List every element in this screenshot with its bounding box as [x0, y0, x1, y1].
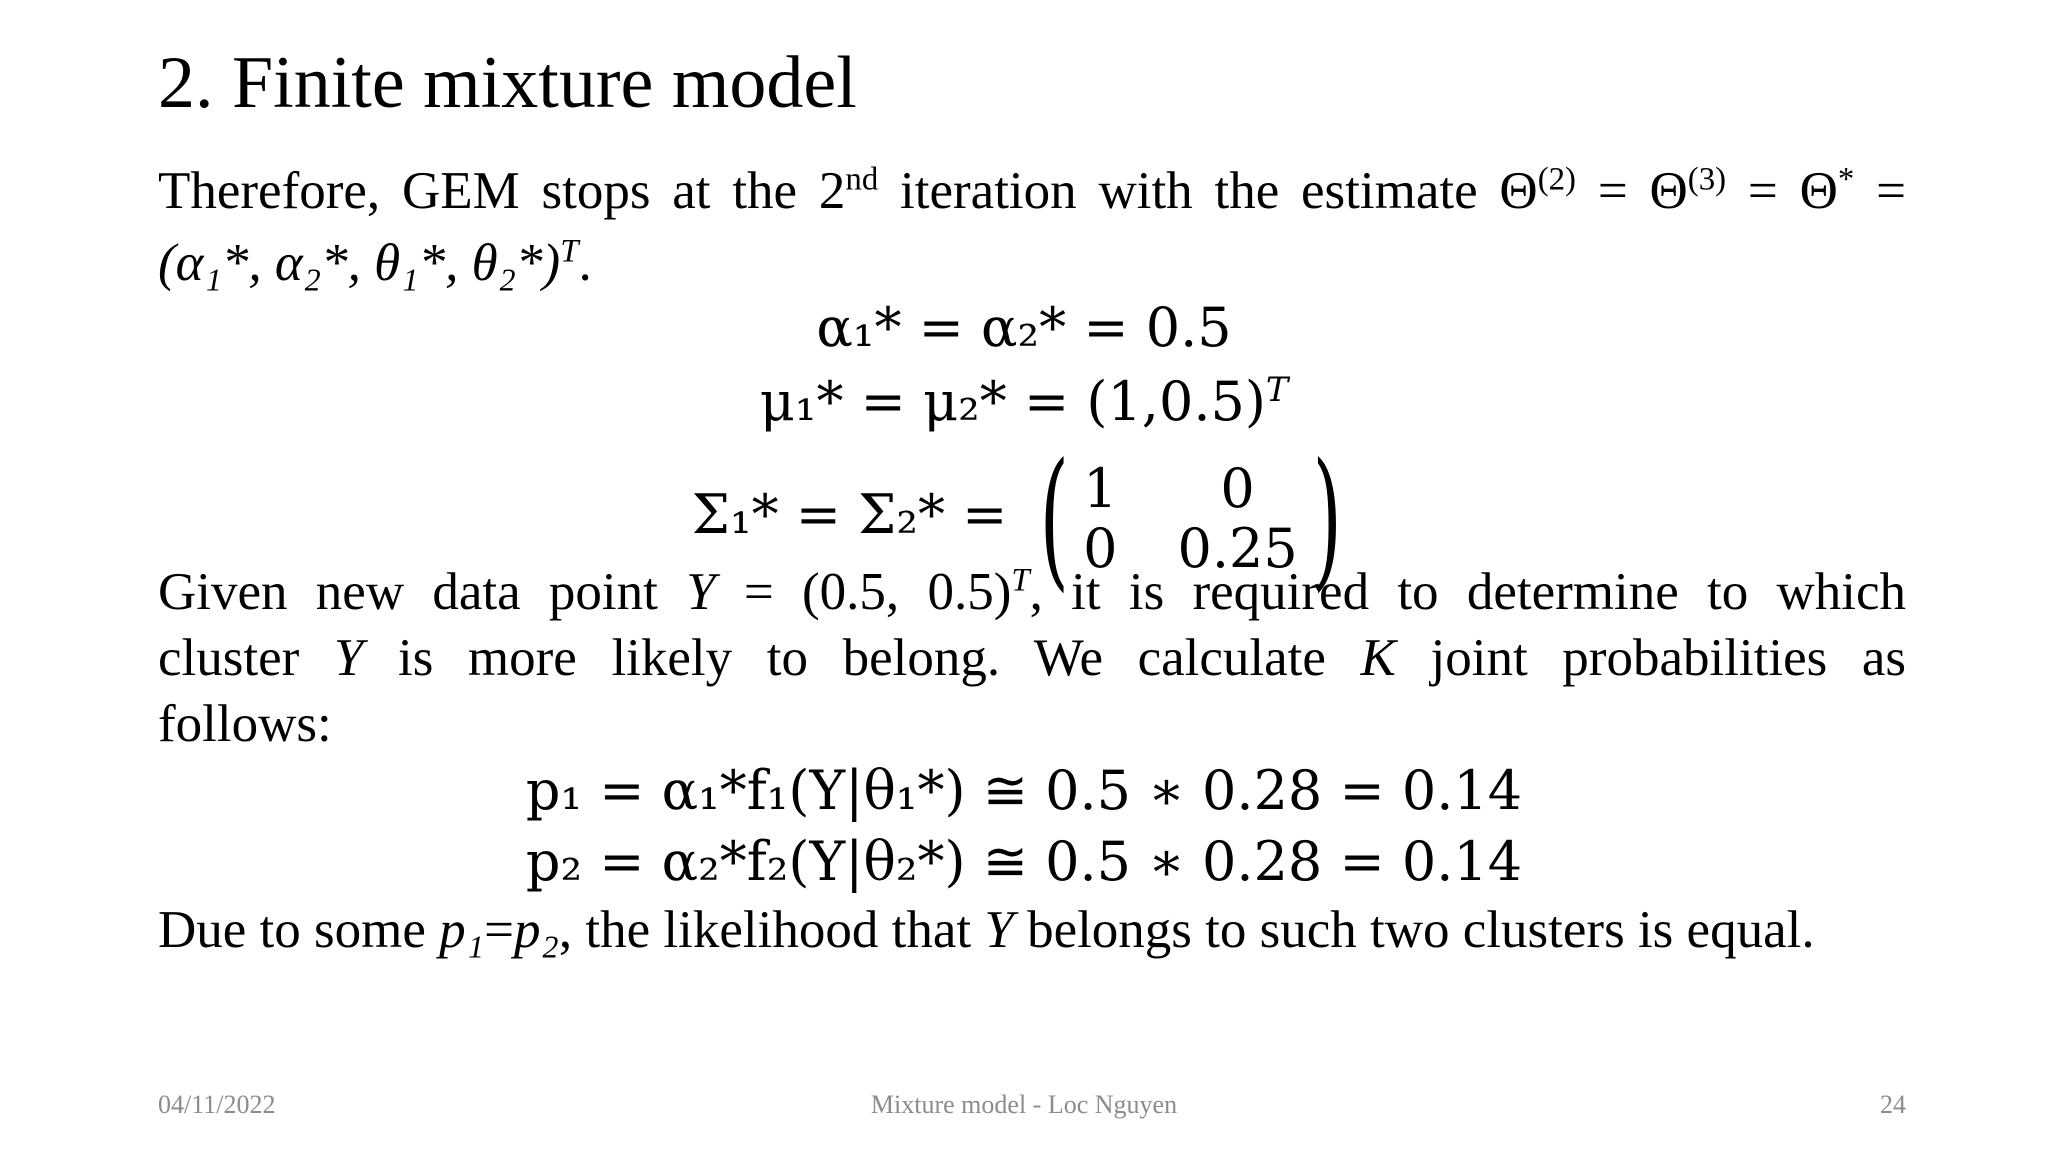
text: .: [578, 234, 592, 292]
text: cluster: [158, 629, 334, 687]
var-p1: p₁: [439, 901, 485, 959]
text: =: [1854, 162, 1906, 220]
transpose-T: T: [560, 233, 579, 270]
matrix-cell: 0: [1220, 457, 1255, 520]
estimate-vector-line: [158, 230, 1906, 296]
equation-sigma-text: Σ₁* = Σ₂* =: [691, 483, 1025, 546]
equation-p1-text: p₁ = α₁*f₁(Y|θ₁*) ≅ 0.5 ∗ 0.28 = 0.14: [525, 759, 1523, 822]
footer-page-number: 24: [1880, 1090, 1906, 1119]
text: is more likely to belong. We calculate: [363, 629, 1361, 687]
superscript-3: (3): [1687, 161, 1727, 198]
paragraph-new-point-line2: [158, 625, 1906, 691]
text: = Θ: [1726, 162, 1838, 220]
text: , the likelihood that: [558, 901, 985, 959]
var-Y: Y: [984, 901, 1014, 959]
superscript-nd: nd: [845, 161, 879, 198]
var-Y: Y: [333, 629, 364, 687]
var-p2: p₂: [513, 901, 559, 959]
text: = (0.5, 0.5): [715, 563, 1012, 621]
equation-mu-text: μ₁* = μ₂* = (1,0.5): [759, 370, 1266, 433]
text: Therefore, GEM stops at the 2: [158, 162, 846, 220]
matrix-cell: 0: [1083, 517, 1118, 580]
text: belongs to such two clusters is equal.: [1013, 901, 1815, 959]
transpose-T: T: [1011, 562, 1030, 599]
equation-p2: [0, 827, 2048, 897]
paragraph-new-point-line3: [158, 691, 1906, 757]
equation-alpha: [0, 293, 2048, 363]
var-K: K: [1360, 629, 1396, 687]
text: Due to some: [158, 901, 440, 959]
text: , it is required to determine to which: [1029, 563, 1907, 621]
text: =: [484, 901, 514, 959]
conclusion-text: [158, 897, 1906, 963]
matrix-cell: 1: [1083, 457, 1118, 520]
paragraph-gem-stop: [158, 158, 1906, 224]
equation-alpha-text: α₁* = α₂* = 0.5: [816, 296, 1232, 359]
right-paren: ): [1312, 432, 1342, 606]
text: = Θ: [1576, 162, 1688, 220]
equation-p1: [0, 756, 2048, 826]
var-Y: Y: [686, 563, 716, 621]
footer-title: Mixture model - Loc Nguyen: [870, 1090, 1178, 1119]
estimate-vector: (α₁*, α₂*, θ₁*, θ₂*): [158, 234, 561, 292]
text: joint probabilities as: [1395, 629, 1906, 687]
text: follows:: [158, 695, 332, 753]
superscript-2: (2): [1537, 161, 1577, 198]
superscript-star: *: [1837, 161, 1855, 198]
left-paren: (: [1039, 432, 1069, 606]
text: Given new data point: [158, 563, 687, 621]
equation-mu: [0, 367, 2048, 437]
equation-p2-text: p₂ = α₂*f₂(Y|θ₂*) ≅ 0.5 ∗ 0.28 = 0.14: [525, 830, 1523, 893]
slide-title: 2. Finite mixture model: [158, 42, 857, 124]
footer-date: 04/11/2022: [158, 1090, 276, 1119]
matrix-cell: 0.25: [1177, 517, 1298, 580]
transpose-T: T: [1265, 370, 1289, 409]
paragraph-new-point-line1: [158, 559, 1906, 625]
text: iteration with the estimate Θ: [878, 162, 1538, 220]
